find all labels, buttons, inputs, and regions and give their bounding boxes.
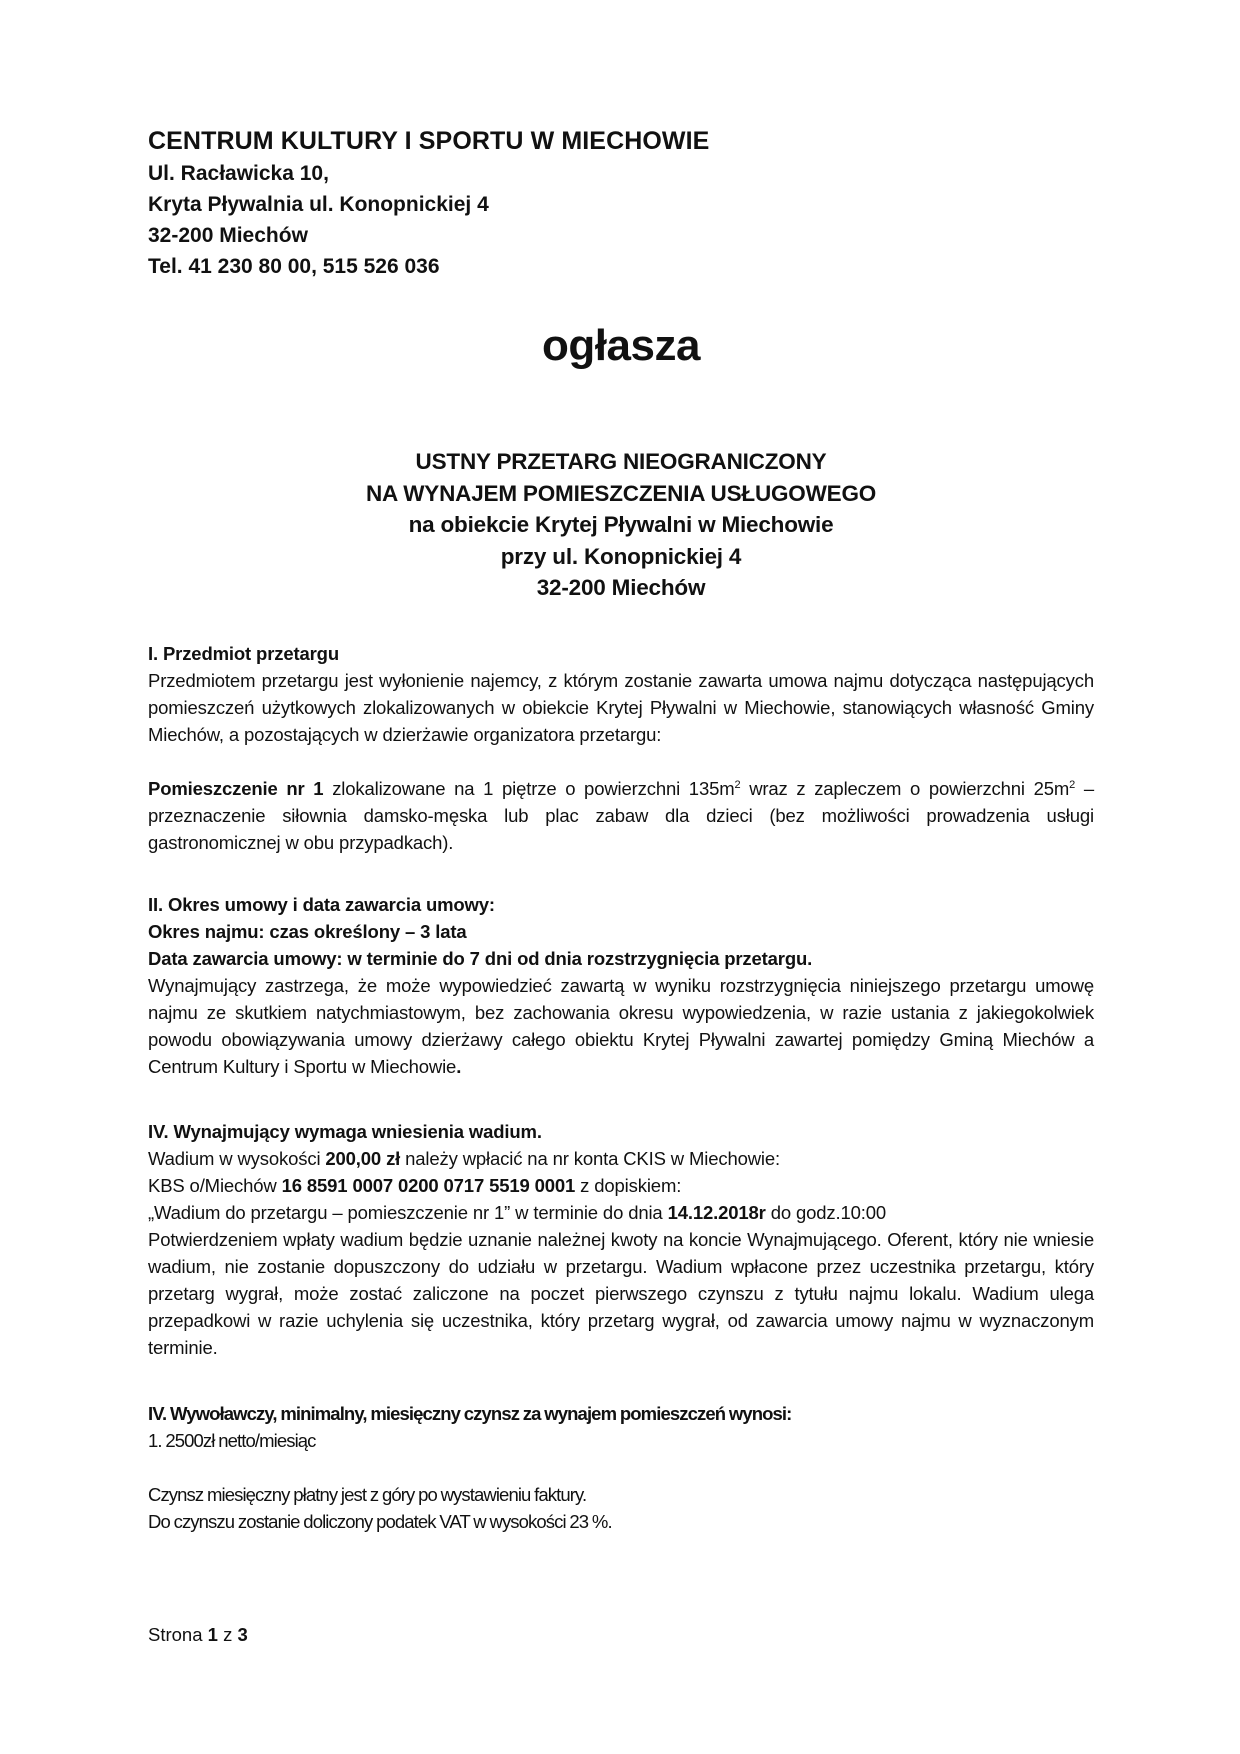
section-contract-period [148,891,1094,1080]
address-line-phone: Tel. 41 230 80 00, 515 526 036 [148,255,440,278]
section-deposit [148,1118,1094,1361]
address-line-street: Ul. Racławicka 10, [148,162,329,185]
room-label: Pomieszczenie nr 1 [148,778,324,799]
section-contract-heading: II. Okres umowy i data zawarcia umowy: [148,894,495,915]
deposit-deadline-date: 14.12.2018r [667,1202,766,1223]
title-line-5: 32-200 Miechów [536,575,706,600]
deposit-amount: 200,00 zł [325,1148,401,1169]
address-line-pool: Kryta Pływalnia ul. Konopnickiej 4 [148,193,489,216]
termination-clause: Wynajmujący zastrzega, że może wypowiedzieć zawartą w wyniku rozstrzygnięcia niniejszego przetargu umowę najmu ze skutkiem natychmiastowym, bez zachowania okresu wypowiedzenia, w razie ustania z jakiegokolwiek powodu obowiązywania umowy dzierżawy całego obiektu Krytej Pływalni zawartej pomiędzy Gminą Miechów a Centrum Kultury i Sportu w Miechowie. [148,975,1094,1077]
tender-title [148,446,1094,604]
rent-item-1: 1. 2500zł netto/miesiąc [148,1430,316,1451]
section-rent-heading: IV. Wywoławczy, minimalny, miesięczny czynsz za wynajem pomieszczeń wynosi: [148,1403,792,1424]
address-line-city: 32-200 Miechów [148,224,308,247]
current-page: 1 [207,1624,218,1645]
title-line-4: przy ul. Konopnickiej 4 [500,543,742,569]
announce-heading: ogłasza [542,321,700,370]
rent-payment-note: Czynsz miesięczny płatny jest z góry po wystawieniu faktury. [148,1484,587,1505]
lease-period: Okres najmu: czas określony – 3 lata [148,921,467,942]
organization-header [148,124,709,282]
total-pages: 3 [237,1624,248,1645]
section-rent [148,1400,1094,1535]
section-subject-heading: I. Przedmiot przetargu [148,643,339,664]
bank-account-number: 16 8591 0007 0200 0717 5519 0001 [281,1175,576,1196]
deposit-amount-line: Wadium w wysokości 200,00 zł należy wpłacić na nr konta CKIS w Miechowie: [148,1148,781,1169]
deposit-terms: Potwierdzeniem wpłaty wadium będzie uznanie należnej kwoty na koncie Wynajmującego. Oferent, który nie wniesie wadium, nie zostanie dopuszczony do udziału w przetargu. Wadium wpłacone przez uczestnika przetargu, który przetarg wygrał, może zostać zaliczone na poczet pierwszego czynszu z tytułu najmu lokalu. Wadium ulega przepadkowi w razie uchylenia się uczestnika, który przetarg wygrał, od zawarcia umowy najmu w wyznaczonym terminie. [148,1229,1094,1358]
section-deposit-heading: IV. Wynajmujący wymaga wniesienia wadium. [148,1121,542,1142]
room-description: Pomieszczenie nr 1 zlokalizowane na 1 piętrze o powierzchni $135m^2$ wraz z zapleczem o powierzchni $25m^2$ – przeznaczenie siłownia damsko-męska lub plac zabaw dla dzieci (bez możliwości prowadzenia usługi gastronomicznej w obu przypadkach). [148,778,1094,853]
title-line-3: na obiekcie Krytej Pływalni w Miechowie [408,512,834,537]
section-subject [148,640,1094,856]
bank-account-line: KBS o/Miechów 16 8591 0007 0200 0717 5519 0001 z dopiskiem: [148,1175,682,1196]
section-subject-intro: Przedmiotem przetargu jest wyłonienie najemcy, z którym zostanie zawarta umowa najmu dotycząca następujących pomieszczeń użytkowych zlokalizowanych w obiekcie Krytej Pływalni w Miechowie, stanowiących własność Gminy Miechów, a pozostających w dzierżawie organizatora przetargu: [148,670,1094,745]
deposit-deadline-line: „Wadium do przetargu – pomieszczenie nr 1” w terminie do dnia 14.12.2018r do godz.10:00 [148,1202,887,1223]
organization-name: CENTRUM KULTURY I SPORTU W MIECHOWIE [148,127,710,155]
page-number: Strona 1 z 3 [148,1624,248,1645]
rent-vat-note: Do czynszu zostanie doliczony podatek VAT w wysokości 23 %. [148,1511,612,1532]
contract-date: Data zawarcia umowy: w terminie do 7 dni od dnia rozstrzygnięcia przetargu. [148,948,813,969]
title-line-2: NA WYNAJEM POMIESZCZENIA USŁUGOWEGO [365,480,877,506]
title-line-1: USTNY PRZETARG NIEOGRANICZONY [415,449,827,474]
